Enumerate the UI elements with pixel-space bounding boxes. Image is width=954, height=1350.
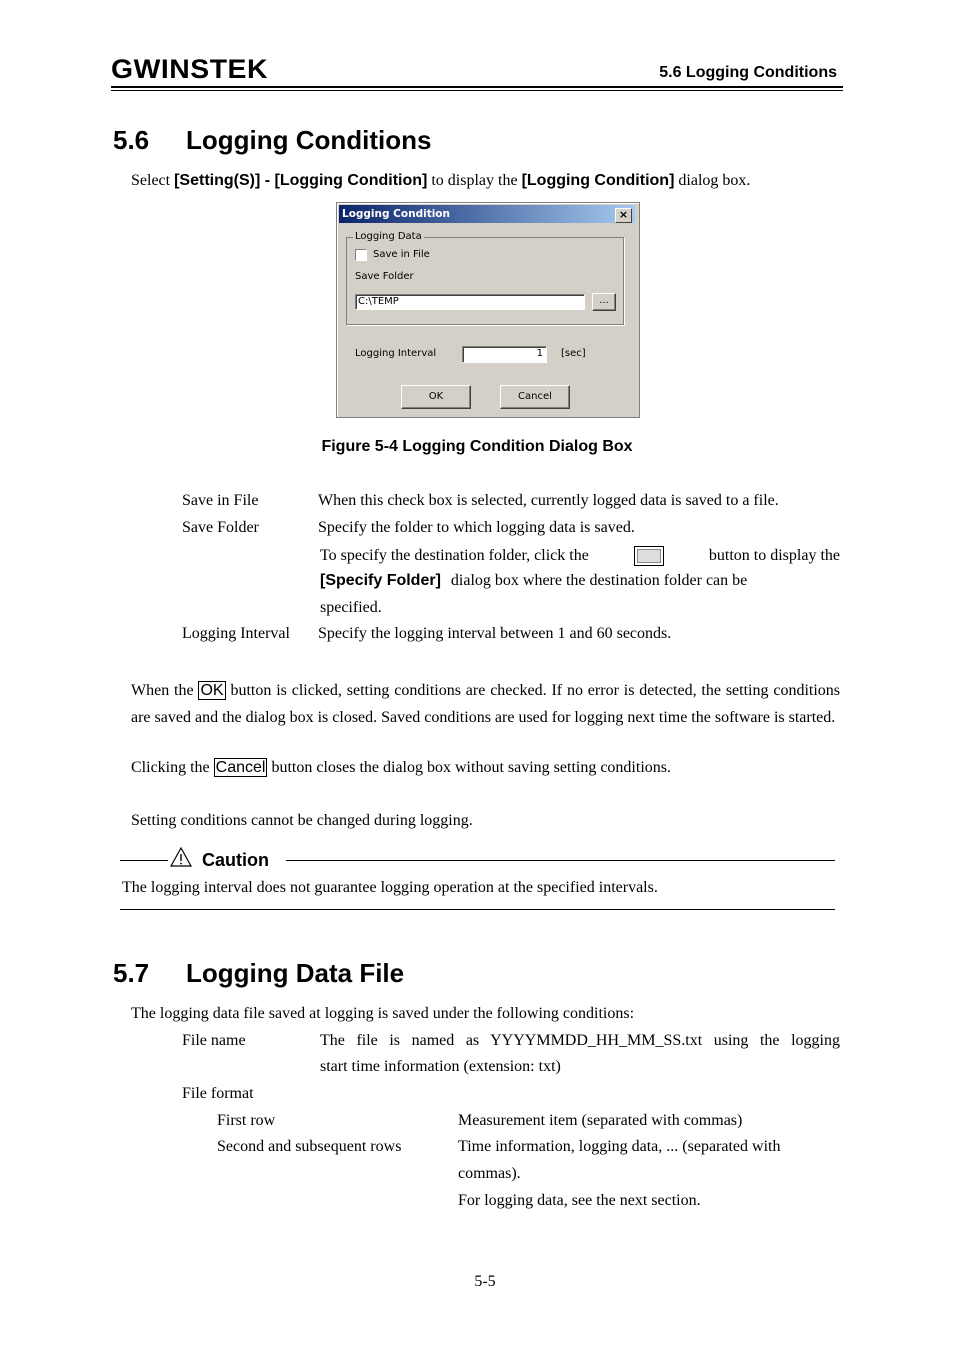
second-row-term: Second and subsequent rows: [217, 1138, 402, 1155]
section-heading-5-7: [113, 958, 404, 988]
section-number: 5.6: [113, 125, 150, 155]
header-rule-thin: [111, 90, 843, 91]
specify-folder-name: [Specify Folder]: [320, 572, 441, 589]
intro-text: to display the: [427, 172, 522, 189]
ok-button[interactable]: OK: [401, 385, 471, 409]
figure-caption: Figure 5-4 Logging Condition Dialog Box: [321, 438, 633, 455]
def-term: Logging Interval: [182, 625, 290, 642]
section-title: Logging Conditions: [186, 125, 432, 155]
save-in-file-label: Save in File: [373, 249, 430, 260]
caution-label: Caution: [202, 850, 269, 870]
logging-condition-dialog: [336, 202, 640, 418]
file-name-term: File name: [182, 1032, 246, 1049]
def-term: Save Folder: [182, 519, 259, 536]
intro-text: dialog box.: [674, 172, 751, 189]
running-header: 5.6 Logging Conditions: [659, 64, 837, 81]
intro-paragraph: [131, 171, 750, 191]
ok-paragraph: [131, 678, 840, 731]
caution-rule-right: [286, 860, 835, 861]
def-desc: When this check box is selected, currently logged data is saved to a file.: [318, 492, 779, 509]
para-text: button closes the dialog box without saving setting conditions.: [267, 759, 671, 776]
intro-text: Select: [131, 172, 175, 189]
folder-note-line2: [320, 571, 840, 591]
header-rule: [111, 86, 843, 88]
file-name-desc: The file is named as YYYYMMDD_HH_MM_SS.txt using the logging: [320, 1032, 840, 1049]
folder-note-line1: [320, 546, 840, 566]
caution-text: The logging interval does not guarantee logging operation at the specified intervals.: [122, 879, 658, 896]
para-text: Clicking the: [131, 759, 214, 776]
folder-note-line3: specified.: [320, 599, 382, 616]
interval-unit: [sec]: [561, 348, 586, 359]
first-row-term: First row: [217, 1112, 276, 1129]
logging-interval-input[interactable]: 1: [462, 346, 547, 363]
logging-interval-label: Logging Interval: [355, 348, 437, 359]
dialog-title: Logging Condition: [342, 208, 450, 220]
section-number: 5.7: [113, 958, 150, 988]
def-desc: Specify the folder to which logging data is saved.: [318, 519, 635, 536]
caution-rule-bottom: [120, 909, 835, 910]
cancel-paragraph: [131, 758, 671, 778]
second-row-desc: commas).: [458, 1165, 521, 1182]
group-label: Logging Data: [355, 231, 422, 242]
file-name-desc: start time information (extension: txt): [320, 1058, 561, 1075]
cancel-button[interactable]: Cancel: [500, 385, 570, 409]
save-folder-input[interactable]: C:\TEMP: [355, 294, 585, 310]
cancel-button-ref: Cancel: [215, 759, 266, 776]
logging-note: Setting conditions cannot be changed during logging.: [131, 812, 473, 829]
browse-button-icon: [634, 546, 664, 566]
second-row-desc: Time information, logging data, ... (separated with: [458, 1138, 781, 1155]
dialog-title-bar: [339, 205, 635, 223]
def-term: Save in File: [182, 492, 259, 509]
warning-icon: [170, 847, 192, 872]
logging-data-group: [346, 231, 624, 325]
close-icon[interactable]: ×: [615, 208, 632, 223]
section-title: Logging Data File: [186, 958, 405, 988]
note-text: dialog box where the destination folder can be: [450, 572, 748, 589]
menu-path: [Setting(S)] - [Logging Condition]: [174, 172, 428, 189]
save-in-file-checkbox[interactable]: [355, 249, 367, 261]
section-heading-5-6: [113, 125, 432, 155]
gwinstek-logo: GWINSTEK: [111, 54, 268, 84]
save-folder-label: Save Folder: [355, 271, 414, 282]
page-number: 5-5: [474, 1273, 496, 1290]
note-text: button to display the: [708, 547, 840, 564]
para-text: When the: [131, 682, 199, 699]
dialog-name: [Logging Condition]: [521, 172, 675, 189]
caution-rule-left: [120, 860, 168, 861]
first-row-desc: Measurement item (separated with commas): [458, 1112, 743, 1129]
def-desc: Specify the logging interval between 1 and 60 seconds.: [318, 625, 672, 642]
file-format-term: File format: [182, 1085, 254, 1102]
para-text: button is clicked, setting conditions are checked. If no error is detected, the setting conditions are saved and the dialog box is closed. Saved conditions are used for logging next time the software is started.: [131, 682, 841, 726]
note-text: To specify the destination folder, click the: [320, 547, 589, 564]
browse-folder-button[interactable]: ...: [592, 293, 616, 311]
file-intro: The logging data file saved at logging is saved under the following conditions:: [131, 1005, 635, 1022]
second-row-desc: For logging data, see the next section.: [458, 1192, 701, 1209]
ok-button-ref: OK: [200, 682, 224, 699]
